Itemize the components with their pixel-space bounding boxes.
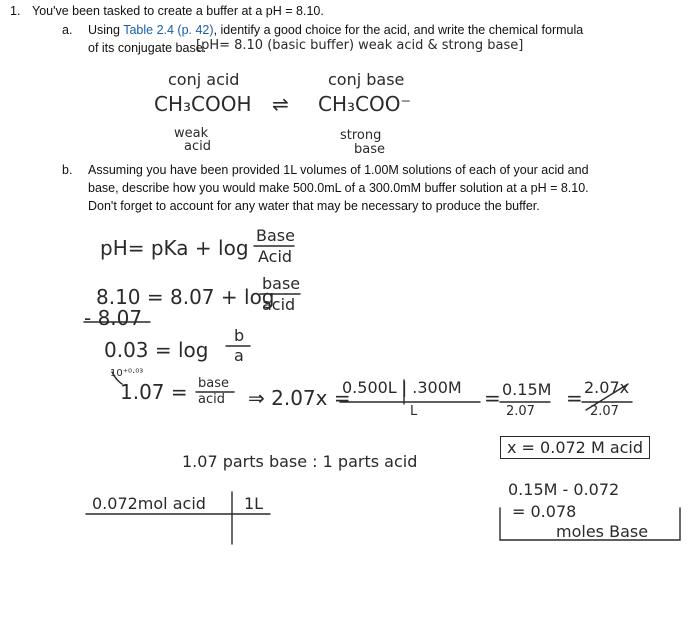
hw-base-formula: CH₃COO⁻ xyxy=(318,92,412,116)
part-a-line1-pre: Using xyxy=(88,23,124,37)
hw-conj-acid-label: conj acid xyxy=(168,70,240,89)
part-b-line3: Don't forget to account for any water that may be necessary to produce the buffer. xyxy=(88,199,540,213)
hw-hh-num: Base xyxy=(256,226,295,245)
hw-line5-eq2: = xyxy=(566,386,583,410)
part-a-line2: of its conjugate base. xyxy=(88,41,207,55)
hw-line4-num: b xyxy=(234,326,245,345)
hw-equilibrium-arrow: ⇌ xyxy=(272,92,289,116)
hw-note-a: [pH= 8.10 (basic buffer) weak acid & strong base] xyxy=(196,38,524,53)
hw-line4-lhs: 0.03 = log xyxy=(104,338,209,362)
hw-line2-num: base xyxy=(262,274,301,293)
hw-line5-r-den: 2.07 xyxy=(506,404,535,419)
hw-line4-den: a xyxy=(234,346,244,365)
hw-power: 10⁺⁰·⁰³ xyxy=(110,368,144,379)
hw-line5-rr-den: 2.07 xyxy=(590,404,619,419)
part-b-line1: Assuming you have been provided 1L volumes of 1.00M solutions of each of your acid and xyxy=(88,163,589,177)
hw-ratio: 1.07 parts base : 1 parts acid xyxy=(182,452,418,471)
hw-line5-mid: ⇒ 2.07x = xyxy=(248,386,351,410)
hw-acid-formula: CH₃COOH xyxy=(154,92,252,116)
hw-line3: - 8.07 xyxy=(84,306,143,330)
hw-hh-lhs: pH= pKa + log xyxy=(100,236,249,260)
part-a-line1 xyxy=(88,22,583,38)
part-b-line2: base, describe how you would make 500.0mL of a 300.0mM buffer solution at a pH = 8.10. xyxy=(88,181,589,195)
hw-conj-base-label: conj base xyxy=(328,70,405,89)
hw-line5-frac-den: L xyxy=(410,404,418,419)
hw-base-calc-2: = 0.078 xyxy=(512,502,577,521)
hw-line2-lhs: 8.10 = 8.07 + log xyxy=(96,285,275,309)
hw-line5-r-num: 0.15M xyxy=(502,380,552,399)
hw-line5-rr-num: 2.07x xyxy=(584,378,630,397)
part-a-letter: a. xyxy=(62,23,73,37)
hw-hh-den: Acid xyxy=(258,247,293,266)
hw-moles-acid: 0.072mol acid xyxy=(92,494,206,513)
hw-line5-num: base xyxy=(198,376,229,391)
table-reference-link[interactable]: Table 2.4 (p. 42) xyxy=(123,23,214,37)
hw-strong-2: base xyxy=(354,142,385,157)
hw-line5-eq: = xyxy=(484,386,501,410)
hw-strong-1: strong xyxy=(340,128,382,143)
hw-line5-lhs: 1.07 = xyxy=(120,380,188,404)
hw-line5-den: acid xyxy=(198,392,225,407)
hw-weak-2: acid xyxy=(184,139,211,154)
question-number: 1. xyxy=(10,4,21,18)
hw-line5-frac-num: 0.500L | .300M xyxy=(342,378,462,397)
hw-volume: 1L xyxy=(244,494,264,513)
hw-weak-1: weak xyxy=(174,126,209,141)
hw-base-calc-3: moles Base xyxy=(556,522,649,541)
question-stem: You've been tasked to create a buffer at a pH = 8.10. xyxy=(32,4,324,18)
hw-line2-den: acid xyxy=(262,295,296,314)
hw-base-calc-1: 0.15M - 0.072 xyxy=(508,480,620,499)
part-b-letter: b. xyxy=(62,163,73,177)
part-a-line1-post: , identify a good choice for the acid, and write the chemical formula xyxy=(213,23,584,37)
hw-x-result: x = 0.072 M acid xyxy=(500,436,650,459)
